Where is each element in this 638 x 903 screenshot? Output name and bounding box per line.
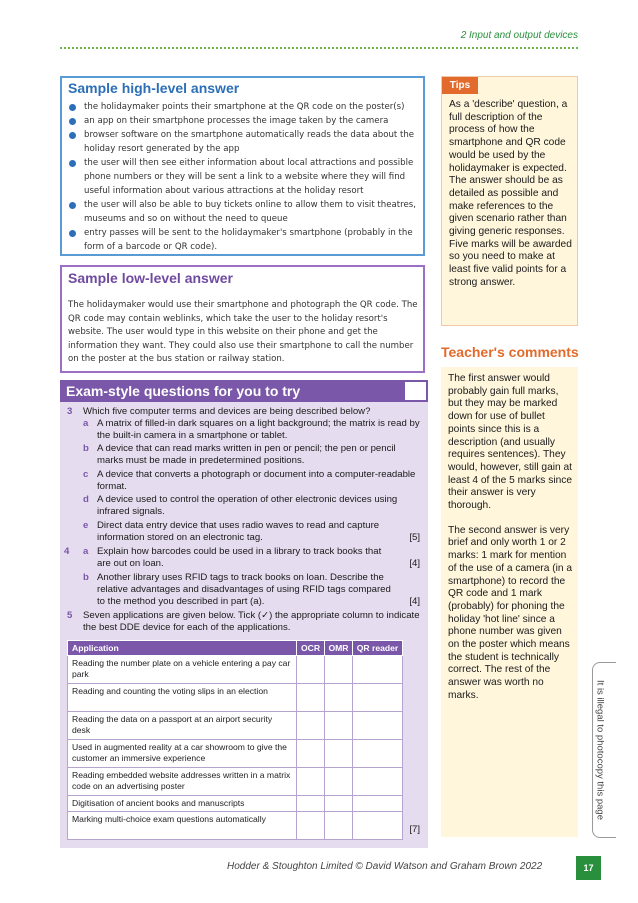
table-row <box>68 768 403 796</box>
footer-copyright: Hodder & Stoughton Limited © David Watson and Graham Brown 2022 <box>227 861 543 872</box>
tick-cell-omr[interactable] <box>325 796 353 812</box>
teacher-comment-paragraph: The second answer is very brief and only worth 1 or 2 marks: 1 mark for mention of the use of a camera (in a smartphone) to record the QR code and 1 mark (probably) for phoning the holiday 'hot line' since a phone number was given on the poster which means the student is technically correct. The rest of the answer was worth no marks. <box>448 524 573 701</box>
marks: [5] <box>409 532 420 543</box>
question-number: 5 <box>67 610 73 621</box>
teacher-comment-paragraph: The first answer would probably gain full marks, but they may be marked down for use of bullet points since this is a description (and usually requires sentences). They would, however, still gain at least 4 of the 5 marks since their answer is very thorough. <box>448 373 573 512</box>
dde-table <box>67 640 403 840</box>
part-text: A device that can read marks written in pen or pencil; the pen or pencil marks must be made in predetermined positions. <box>97 443 396 466</box>
tick-cell-ocr[interactable] <box>297 796 325 812</box>
part-text: A device used to control the operation of other electronic devices using infrared signals. <box>97 494 398 517</box>
tick-cell-qr[interactable] <box>353 712 403 740</box>
exam-title-box <box>403 380 428 402</box>
application-cell: Reading the data on a passport at an airport security desk <box>68 712 297 740</box>
question-number: 4 <box>64 546 70 557</box>
header-omr: OMR <box>325 641 353 656</box>
part-label: b <box>83 443 89 454</box>
table-row <box>68 796 403 812</box>
dotted-rule <box>60 47 578 49</box>
tick-cell-omr[interactable] <box>325 656 353 684</box>
exam-questions-panel <box>60 380 428 848</box>
bullet-item: the user will then see either information about local attractions and possible phone numbers or they will be sent a link to a website where they will find useful information about various attractions at the holiday resort <box>68 156 418 198</box>
application-cell: Reading the number plate on a vehicle entering a pay car park <box>68 656 297 684</box>
tick-cell-ocr[interactable] <box>297 740 325 768</box>
table-row <box>68 656 403 684</box>
question-text: Seven applications are given below. Tick (✓) the appropriate column to indicate the best DDE device for each of the applications. <box>83 610 420 633</box>
question-number: 3 <box>67 406 73 417</box>
bullet-item: an app on their smartphone processes the image taken by the camera <box>68 114 418 128</box>
part-text: Direct data entry device that uses radio waves to read and capture information stored on an electronic tag. <box>97 520 380 543</box>
low-level-title: Sample low-level answer <box>68 270 233 286</box>
tick-cell-omr[interactable] <box>325 768 353 796</box>
exam-title: Exam-style questions for you to try <box>60 380 403 402</box>
tick-cell-ocr[interactable] <box>297 656 325 684</box>
page-number: 17 <box>576 856 601 880</box>
marks: [4] <box>409 558 420 569</box>
header-application: Application <box>68 641 297 656</box>
running-head: 2 Input and output devices <box>460 30 578 41</box>
application-cell: Reading embedded website addresses written in a matrix code on an advertising poster <box>68 768 297 796</box>
bullet-item: entry passes will be sent to the holidaymaker's smartphone (probably in the form of a barcode or QR code). <box>68 226 418 254</box>
tick-cell-qr[interactable] <box>353 656 403 684</box>
low-level-text: The holidaymaker would use their smartphone and photograph the QR code. The QR code may contain weblinks, which take the user to the holiday resort's website. The user would type in this website on their phone and get the information they want. They could also use their smartphone to call the number on the poster at the bus station or railway station. <box>68 300 418 364</box>
tick-cell-omr[interactable] <box>325 812 353 840</box>
teacher-comments-body <box>448 373 574 703</box>
part-text: A device that converts a photograph or document into a computer-readable format. <box>97 469 416 492</box>
question-text: Which five computer terms and devices are being described below? <box>83 406 371 417</box>
tick-cell-ocr[interactable] <box>297 684 325 712</box>
part-label: b <box>83 572 89 583</box>
tick-cell-ocr[interactable] <box>297 768 325 796</box>
tips-box <box>441 76 578 326</box>
bullet-item: browser software on the smartphone automatically reads the data about the holiday resort generated by the app <box>68 128 418 156</box>
application-cell: Marking multi-choice exam questions automatically <box>68 812 297 840</box>
tick-cell-omr[interactable] <box>325 712 353 740</box>
part-text: A matrix of filled-in dark squares on a light background; the matrix is read by the built-in camera in a smartphone or tablet. <box>97 418 420 441</box>
part-text: Explain how barcodes could be used in a library to track books that are out on loan. <box>97 546 382 569</box>
part-text: Another library uses RFID tags to track books on loan. Describe the relative advantages and disadvantages of using RFID tags compared to the method you described in part (a). <box>97 572 391 607</box>
tick-cell-ocr[interactable] <box>297 712 325 740</box>
tips-label: Tips <box>442 77 478 94</box>
marks: [4] <box>409 596 420 607</box>
tick-cell-ocr[interactable] <box>297 812 325 840</box>
table-row <box>68 712 403 740</box>
high-level-title: Sample high-level answer <box>68 80 240 96</box>
marks: [7] <box>409 824 420 835</box>
part-label: c <box>83 469 89 480</box>
tips-text: As a 'describe' question, a full description of the process of how the smartphone and QR code would be used by the holidaymaker is expected. The answer should be as detailed as possible and make references to the given scenario rather than giving generic responses. Five marks will be awarded so you need to make at least five valid points for a strong answer. <box>449 99 572 288</box>
table-row <box>68 684 403 712</box>
header-ocr: OCR <box>297 641 325 656</box>
part-label: e <box>83 520 89 531</box>
teacher-comments-box <box>441 367 578 837</box>
header-qr-reader: QR reader <box>353 641 403 656</box>
table-row <box>68 740 403 768</box>
tick-cell-qr[interactable] <box>353 684 403 712</box>
table-row <box>68 812 403 840</box>
part-label: d <box>83 494 89 505</box>
application-cell: Reading and counting the voting slips in an election <box>68 684 297 712</box>
tick-cell-qr[interactable] <box>353 768 403 796</box>
application-cell: Digitisation of ancient books and manuscripts <box>68 796 297 812</box>
tick-cell-omr[interactable] <box>325 740 353 768</box>
part-label: a <box>83 546 89 557</box>
photocopy-notice: It is illegal to photocopy this page <box>594 680 606 820</box>
tick-cell-qr[interactable] <box>353 796 403 812</box>
bullet-item: the user will also be able to buy tickets online to allow them to visit theatres, museums and so on without the need to queue <box>68 198 418 226</box>
high-level-bullets <box>68 100 418 254</box>
application-cell: Used in augmented reality at a car showroom to give the customer an immersive experience <box>68 740 297 768</box>
bullet-item: the holidaymaker points their smartphone at the QR code on the poster(s) <box>68 100 418 114</box>
teacher-comments-title: Teacher's comments <box>441 344 579 360</box>
part-label: a <box>83 418 89 429</box>
tick-cell-qr[interactable] <box>353 812 403 840</box>
tick-cell-qr[interactable] <box>353 740 403 768</box>
sample-high-level-box <box>60 76 425 256</box>
tick-cell-omr[interactable] <box>325 684 353 712</box>
sample-low-level-box <box>60 265 425 373</box>
